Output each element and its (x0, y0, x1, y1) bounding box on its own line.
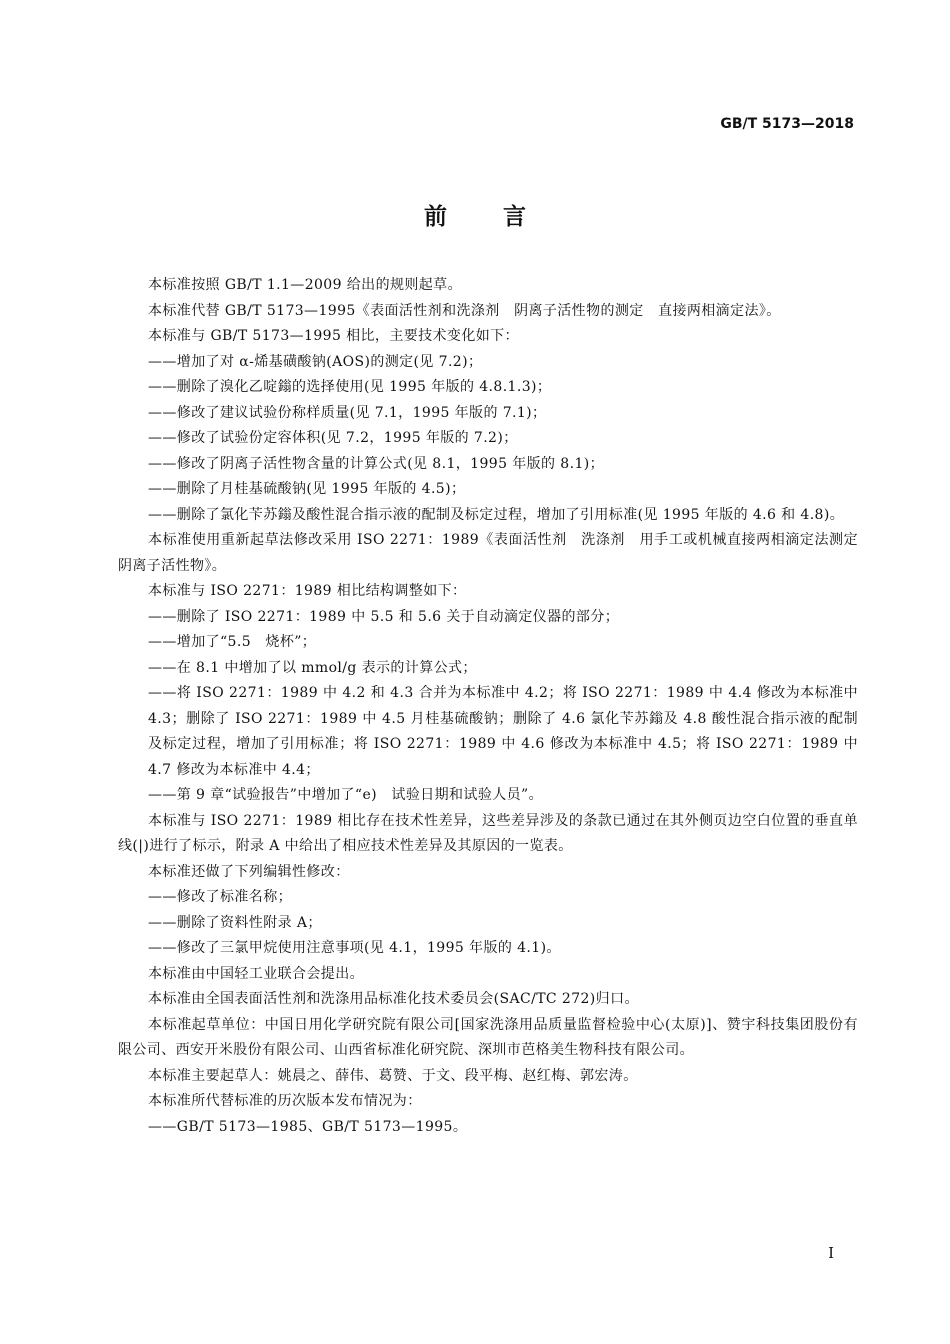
list-item: ——删除了月桂基硫酸钠(见 1995 年版的 4.5)； (148, 481, 466, 497)
list-item: ——将 ISO 2271：1989 中 4.2 和 4.3 合并为本标准中 4.2；将 ISO 2271：1989 中 4.4 修改为本标准中 4.3；删除了 ISO 2271：1989 中 4.5 月桂基硫酸钠；删除了 4.6 氯化苄苏鎓及 4.8 酸性混合指示液的配制及标定过程，增加了引用标准；将 ISO 2271：1989 中 4.6 修改为本标准中 4.5；将 ISO 2271：1989 中 4.7 修改为本标准中 4.4； (148, 685, 858, 778)
paragraph: 本标准代替 GB/T 5173—1995《表面活性剂和洗涤剂 阴离子活性物的测定 直接两相滴定法》。 (148, 302, 781, 319)
list-item: ——增加了“5.5 烧杯”； (148, 634, 317, 650)
paragraph: 本标准所代替标准的历次版本发布情况为： (148, 1093, 422, 1109)
list-item: ——删除了资料性附录 A； (148, 914, 322, 931)
list-item: ——修改了三氯甲烷使用注意事项(见 4.1，1995 年版的 4.1)。 (148, 940, 561, 956)
list-item: ——在 8.1 中增加了以 mmol/g 表示的计算公式； (148, 659, 477, 676)
list-item: ——修改了标准名称； (148, 889, 292, 905)
list-item: ——GB/T 5173—1985、GB/T 5173—1995。 (148, 1118, 468, 1135)
paragraph: 本标准与 GB/T 5173—1995 相比，主要技术变化如下： (148, 328, 519, 344)
paragraph: 本标准与 ISO 2271：1989 相比存在技术性差异，这些差异涉及的条款已通过在其外侧页边空白位置的垂直单线(|)进行了标示，附录 A 中给出了相应技术性差异及其原因的一览表。 (118, 812, 858, 854)
paragraph: 本标准起草单位：中国日用化学研究院有限公司[国家洗涤用品质量监督检验中心(太原)]、赞宇科技集团股份有限公司、西安开米股份有限公司、山西省标准化研究院、深圳市芭格美生物科技有限公司。 (118, 1016, 858, 1058)
list-item: ——删除了溴化乙啶鎓的选择使用(见 1995 年版的 4.8.1.3)； (148, 379, 552, 395)
list-item: ——修改了试验份定容体积(见 7.2，1995 年版的 7.2)； (148, 430, 518, 446)
document-body (118, 273, 858, 1140)
paragraph: 本标准使用重新起草法修改采用 ISO 2271：1989《表面活性剂 洗涤剂 用手工或机械直接两相滴定法测定阴离子活性物》。 (118, 532, 858, 574)
paragraph: 本标准与 ISO 2271：1989 相比结构调整如下： (148, 583, 467, 599)
list-item: ——修改了建议试验份称样质量(见 7.1，1995 年版的 7.1)； (148, 404, 547, 421)
page-title: 前言 (424, 203, 582, 230)
paragraph: 本标准按照 GB/T 1.1—2009 给出的规则起草。 (148, 277, 462, 293)
list-item: ——删除了 ISO 2271：1989 中 5.5 和 5.6 关于自动滴定仪器的部分； (148, 608, 620, 625)
list-item: ——第 9 章“试验报告”中增加了“e) 试验日期和试验人员”。 (148, 787, 543, 803)
paragraph: 本标准由中国轻工业联合会提出。 (148, 965, 364, 982)
page-number: I (828, 1244, 834, 1262)
list-item: ——删除了氯化苄苏鎓及酸性混合指示液的配制及标定过程，增加了引用标准(见 1995 年版的 4.6 和 4.8)。 (148, 506, 845, 523)
paragraph: 本标准主要起草人：姚晨之、薛伟、葛赞、于文、段平梅、赵红梅、郭宏涛。 (148, 1067, 638, 1084)
paragraph: 本标准还做了下列编辑性修改： (148, 863, 350, 880)
list-item: ——修改了阴离子活性物含量的计算公式(见 8.1，1995 年版的 8.1)； (148, 455, 605, 472)
standard-number: GB/T 5173—2018 (720, 116, 854, 132)
list-item: ——增加了对 α-烯基磺酸钠(AOS)的测定(见 7.2)； (148, 353, 483, 370)
paragraph: 本标准由全国表面活性剂和洗涤用品标准化技术委员会(SAC/TC 272)归口。 (148, 991, 639, 1007)
